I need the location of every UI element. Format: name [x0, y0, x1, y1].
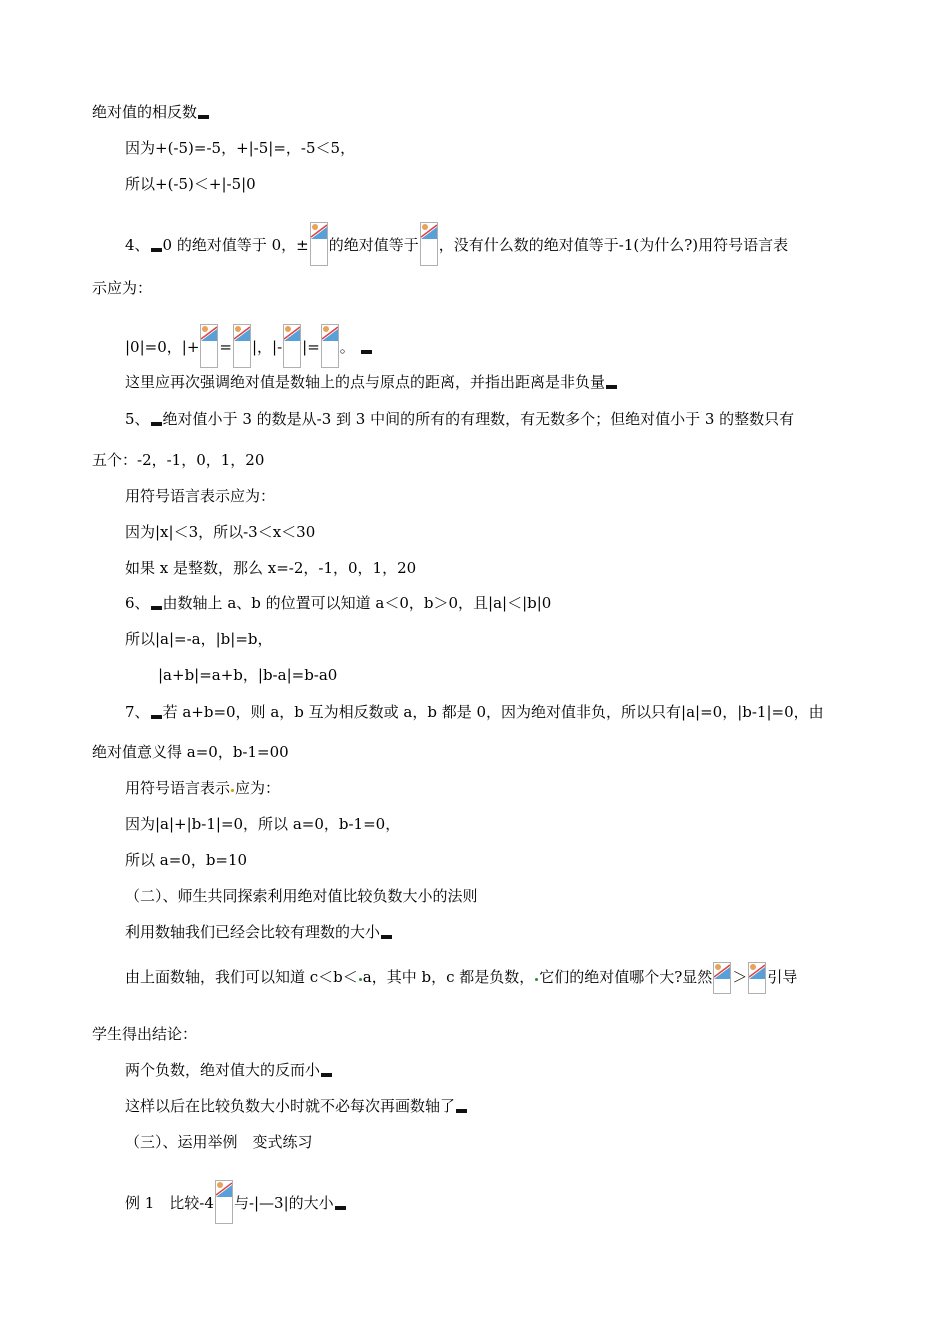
paragraph-mark-icon	[151, 422, 162, 426]
paragraph-mark-icon	[456, 1109, 467, 1113]
text-line	[125, 1132, 313, 1152]
paragraph-mark-icon	[151, 715, 162, 719]
broken-image-icon	[215, 1180, 233, 1224]
text-run: 。	[339, 338, 355, 356]
text-run: （三）、运用举例 变式练习	[125, 1133, 313, 1151]
text-line	[158, 665, 337, 685]
text-run: 如果 x 是整数，那么 x=-2，-1，0，1，20	[125, 559, 417, 577]
text-run: 所以|a|=-a，|b|=b，	[125, 630, 273, 648]
broken-image-icon	[310, 222, 328, 266]
paragraph-mark-icon	[335, 1206, 346, 1210]
text-run: 由数轴上 a、b 的位置可以知道 a＜0，b＞0，且|a|＜|b|0	[162, 594, 552, 612]
paragraph-mark-icon	[151, 248, 162, 252]
text-run: 它们的绝对值哪个大?显然	[539, 968, 713, 986]
text-run: 所以+(-5)＜+|-5|0	[125, 175, 256, 193]
text-line	[125, 558, 416, 578]
text-run: 因为+(-5)=-5，+|-5|=，-5＜5，	[125, 139, 356, 157]
text-run: |，|-	[251, 338, 283, 356]
text-line	[125, 174, 256, 194]
text-line	[125, 324, 373, 368]
text-run: 这里应再次强调绝对值是数轴上的点与原点的距离，并指出距离是非负量	[125, 373, 606, 391]
text-line	[125, 1060, 333, 1080]
text-run: 学生得出结论：	[92, 1025, 198, 1043]
broken-image-icon	[233, 324, 251, 368]
broken-image-icon	[748, 962, 766, 994]
text-run: 五个：-2，-1，0，1，20	[92, 451, 265, 469]
dot-mark	[231, 789, 234, 792]
paragraph-mark-icon	[151, 606, 162, 610]
text-run: 用符号语言表示应为：	[125, 487, 276, 505]
text-run: 绝对值小于 3 的数是从-3 到 3 中间的所有的有理数，有无数多个；但绝对值小于 3 的整数只有	[162, 410, 795, 428]
text-run: 5、	[125, 410, 150, 428]
dot-mark	[359, 978, 362, 981]
text-line	[92, 1024, 197, 1044]
text-line	[125, 778, 280, 798]
text-run: 由上面数轴，我们可以知道 c＜b＜	[125, 968, 358, 986]
broken-image-icon	[713, 962, 731, 994]
text-run: 0 的绝对值等于 0，±	[162, 236, 309, 254]
text-line	[125, 593, 551, 613]
paragraph-mark-icon	[361, 350, 372, 354]
text-run: 利用数轴我们已经会比较有理数的大小	[125, 923, 381, 941]
text-line	[125, 222, 788, 266]
text-line	[125, 1180, 347, 1224]
text-line	[125, 962, 797, 994]
text-run: 若 a+b=0，则 a，b 互为相反数或 a，b 都是 0，因为绝对值非负，所以只有|a|=0，|b-1|=0，由	[162, 703, 824, 721]
text-line	[125, 372, 618, 392]
text-run: 引导	[767, 968, 798, 986]
broken-image-icon	[420, 222, 438, 266]
text-run: |=	[302, 338, 320, 356]
text-line	[125, 814, 400, 834]
text-line	[92, 102, 210, 122]
text-line	[125, 409, 794, 429]
paragraph-mark-icon	[606, 385, 617, 389]
broken-image-icon	[283, 324, 301, 368]
dot-mark	[535, 978, 538, 981]
text-run: 绝对值的相反数	[92, 103, 198, 121]
text-run: ，没有什么数的绝对值等于-1(为什么?)用符号语言表	[438, 236, 789, 254]
text-line	[125, 522, 315, 542]
text-run: 这样以后在比较负数大小时就不必每次再画数轴了	[125, 1097, 456, 1115]
text-line	[125, 1096, 468, 1116]
text-run: 用符号语言表示	[125, 779, 231, 797]
text-run: 所以 a=0，b=10	[125, 851, 248, 869]
text-run: 与-|—3|的大小	[233, 1194, 334, 1212]
text-run: |a+b|=a+b，|b-a|=b-a0	[158, 666, 338, 684]
text-run: |0|=0，|+	[125, 338, 200, 356]
text-run: 绝对值意义得 a=0，b-1=00	[92, 743, 289, 761]
text-run: ＞	[732, 968, 748, 986]
text-line	[92, 278, 152, 298]
text-line	[125, 702, 824, 722]
text-run: 例 1 比较-4	[125, 1194, 214, 1212]
text-line	[125, 886, 478, 906]
text-line	[125, 486, 275, 506]
text-run: 7	[125, 703, 135, 721]
text-line	[125, 850, 247, 870]
text-line	[92, 450, 264, 470]
text-run: （二）、师生共同探索利用绝对值比较负数大小的法则	[125, 887, 478, 905]
paragraph-mark-icon	[321, 1073, 332, 1077]
text-run: 因为|x|＜3，所以-3＜x＜30	[125, 523, 316, 541]
broken-image-icon	[321, 324, 339, 368]
text-run: 应为：	[235, 779, 281, 797]
text-run: 4、	[125, 236, 150, 254]
text-line	[125, 629, 273, 649]
text-run: 的绝对值等于	[328, 236, 419, 254]
broken-image-icon	[200, 324, 218, 368]
text-run: a，其中 b，c 都是负数，	[362, 968, 535, 986]
text-run: 、	[134, 703, 150, 721]
text-line	[92, 742, 289, 762]
text-run: 6、	[125, 594, 150, 612]
text-run: 因为|a|+|b-1|=0，所以 a=0，b-1=0，	[125, 815, 401, 833]
text-run: 示应为：	[92, 279, 153, 297]
paragraph-mark-icon	[198, 115, 209, 119]
text-run: 两个负数，绝对值大的反而小	[125, 1061, 321, 1079]
paragraph-mark-icon	[381, 935, 392, 939]
text-line	[125, 922, 393, 942]
text-run: =	[219, 338, 232, 356]
text-line	[125, 138, 355, 158]
